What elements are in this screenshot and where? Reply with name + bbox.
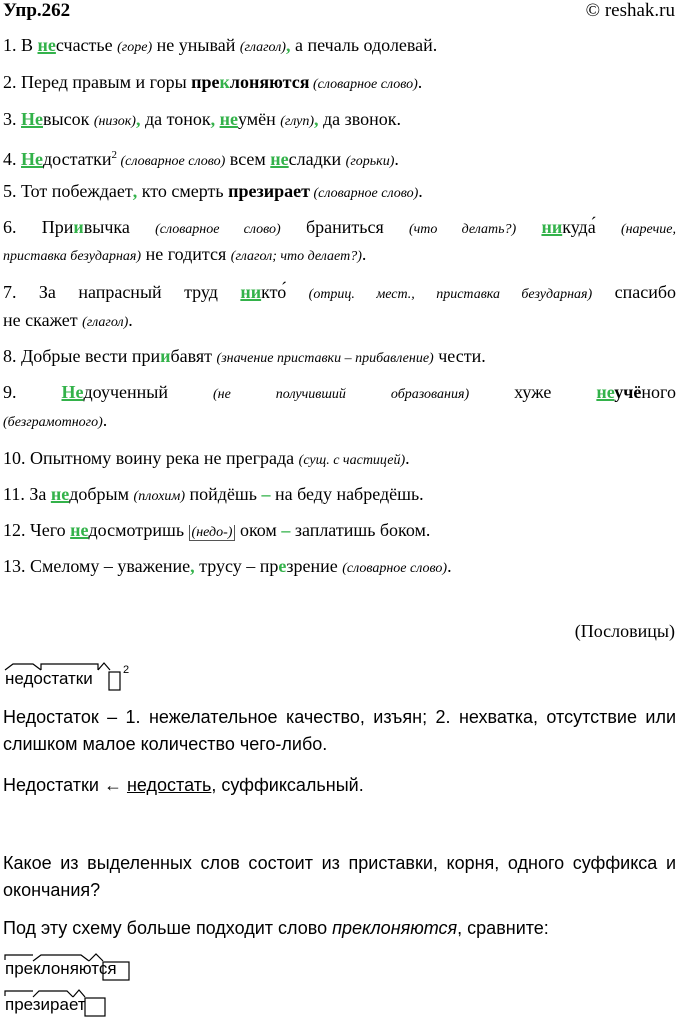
proverb-11: 11. За недобрым (плохим) пойдёшь – на беду набредёшь. <box>3 484 424 504</box>
proverb-6-line-2: приставка безударная) не годится (глагол; что делает?). <box>3 244 367 264</box>
morpheme-analysis-3: презирает <box>3 988 203 1018</box>
answer: Под эту схему больше подходит слово преклоняются, сравните: <box>3 918 549 938</box>
proverb-1: 1. В несчастье (горе) не унывай (глагол), а печаль одолевай. <box>3 35 438 55</box>
morpheme-analysis-1: недостатки 2 <box>3 660 223 694</box>
proverb-7-line-2: не скажет (глагол). <box>3 310 133 330</box>
proverb-6-line-1: 6. Приивычка (словарное слово) браниться (что делать?) никуда́ (наречие, <box>3 217 676 237</box>
proverb-12: 12. Чего недосмотришь (недо-) оком – заплатишь боком. <box>3 520 431 540</box>
exercise-title: Упр.262 <box>3 0 71 21</box>
question: Какое из выделенных слов состоит из приставки, корня, одного суффикса и окончания? <box>3 853 676 900</box>
proverb-10: 10. Опытному воину река не преграда (сущ. с частицей). <box>3 448 410 468</box>
source-label: (Пословицы) <box>574 621 675 641</box>
proverb-9-line-2: (безграмотного). <box>3 410 108 430</box>
proverb-9-line-1: 9. Недоученный (не получивший образования) хуже неучёного <box>3 382 676 402</box>
proverb-7-line-1: 7. За напрасный труд никто́ (отриц. мест., приставка безударная) спасибо <box>3 282 676 302</box>
proverb-5: 5. Тот побеждает, кто смерть презирает (словарное слово). <box>3 181 423 201</box>
proverb-2: 2. Перед правым и горы преклоняются (словарное слово). <box>3 72 423 92</box>
definition: Недостаток – 1. нежелательное качество, изъян; 2. нехватка, отсутствие или слишком малое количество чего-либо. <box>3 707 676 754</box>
proverb-13: 13. Смелому – уважение, трусу – презрение (словарное слово). <box>3 556 452 576</box>
prefix-mark: (недо-) <box>189 525 236 541</box>
site-credit: © reshak.ru <box>585 0 675 21</box>
proverb-3: 3. Невысок (низок), да тонок, неумён (глуп), да звонок. <box>3 109 402 129</box>
proverb-4: 4. Недостатки$^2$ (словарное слово) всем несладки (горьки). <box>3 149 399 169</box>
header <box>0 0 679 26</box>
derivation: Недостатки ← недостать, суффиксальный. <box>3 775 364 795</box>
proverb-8: 8. Добрые вести приибавят (значение приставки – прибавление) чести. <box>3 346 486 366</box>
morpheme-analysis-2: преклоняются <box>3 952 203 986</box>
